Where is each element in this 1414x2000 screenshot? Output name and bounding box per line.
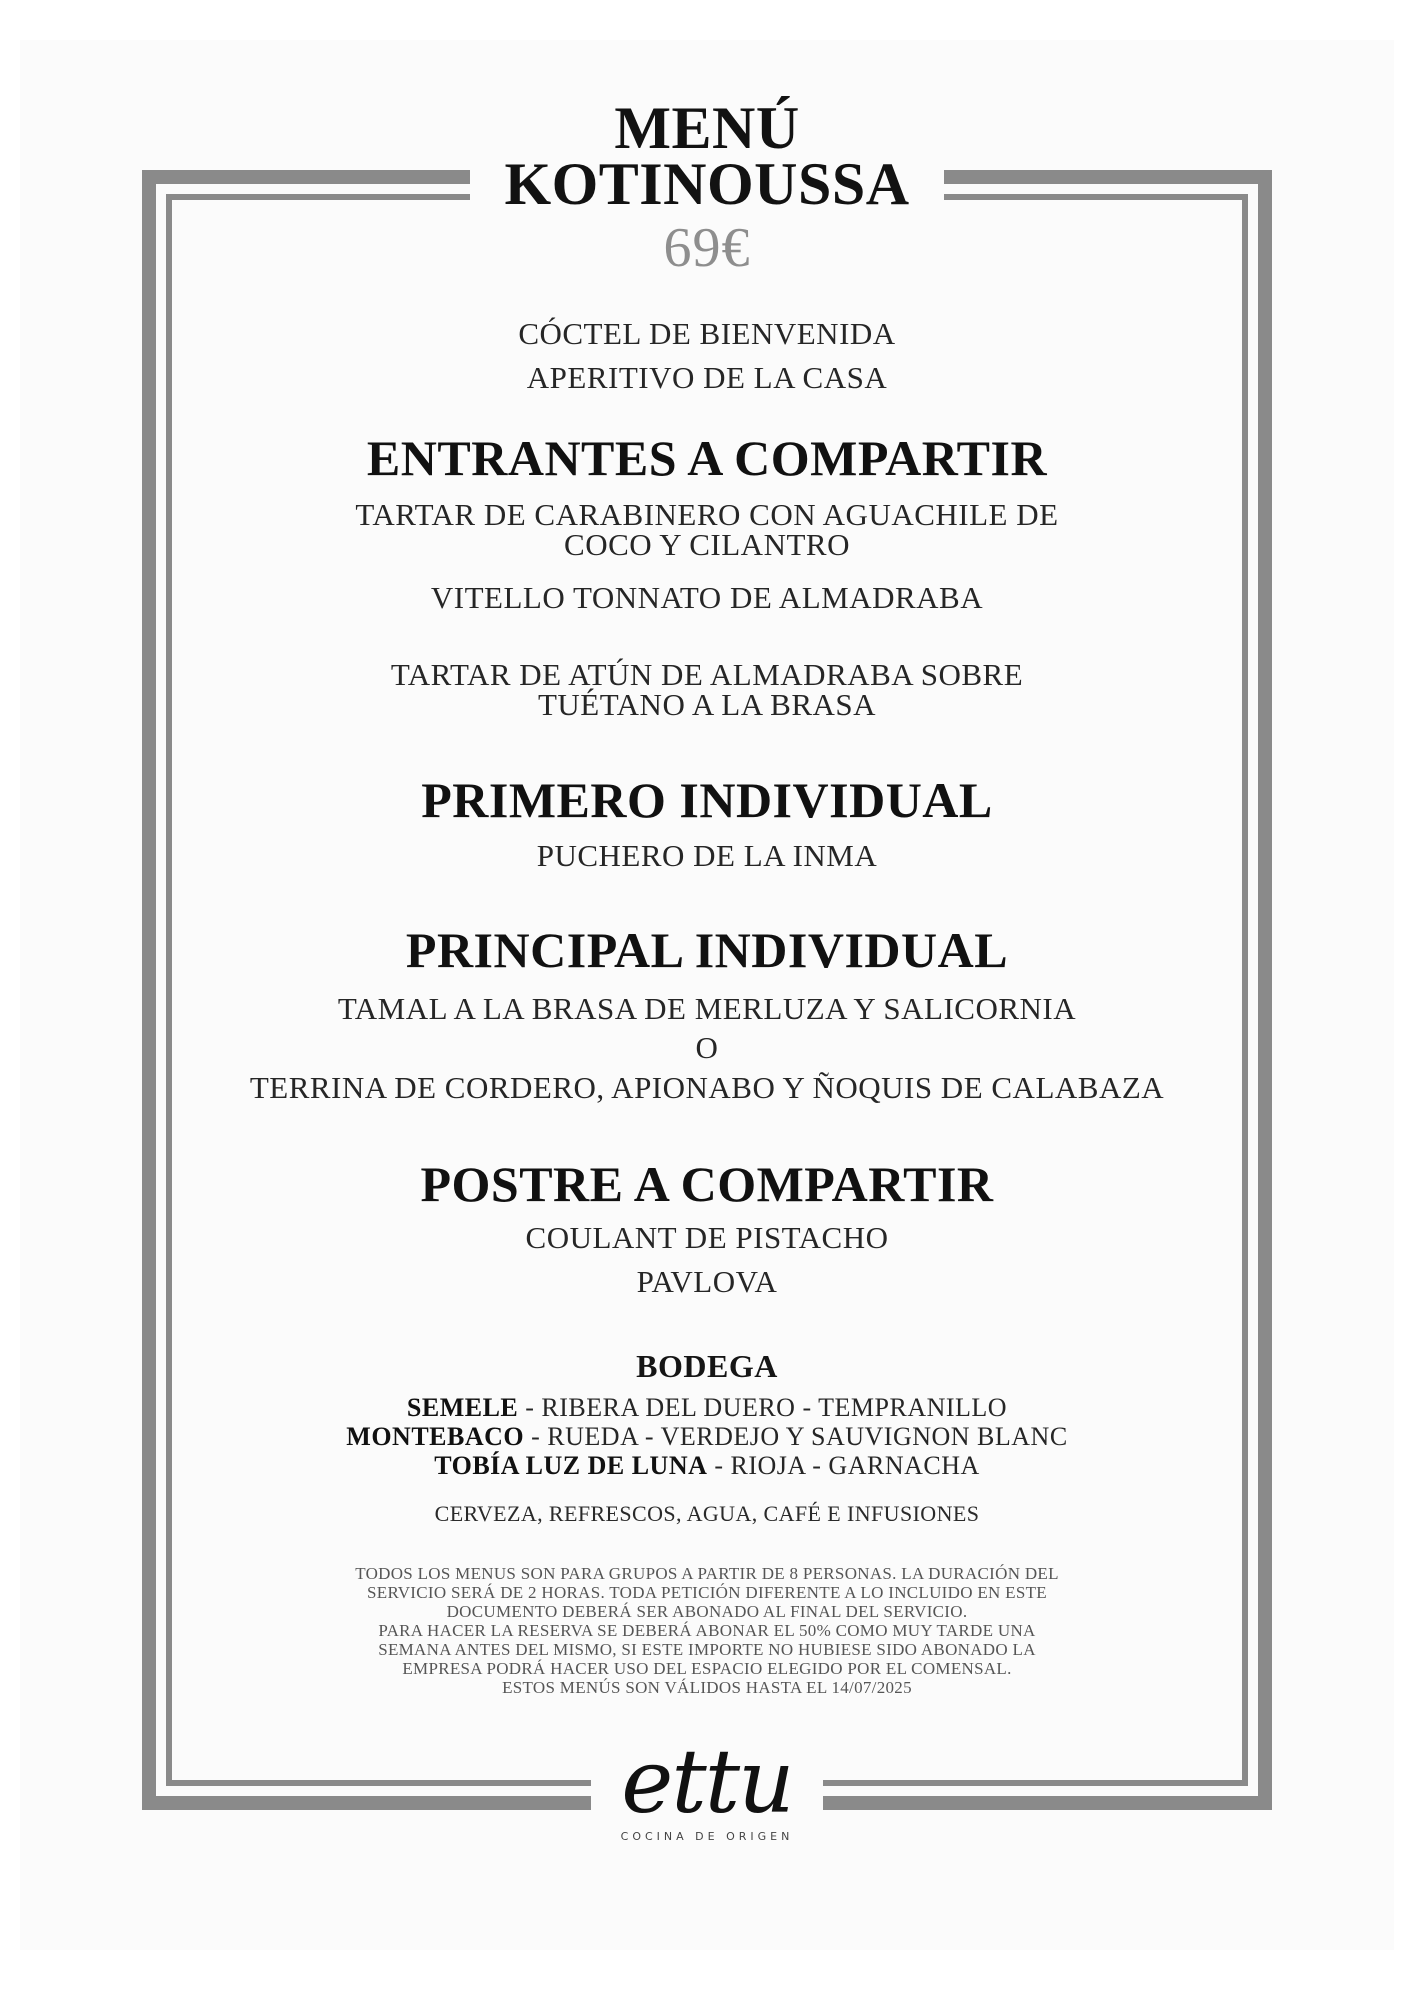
dessert-item: PAVLOVA xyxy=(636,1264,778,1299)
starter-item: VITELLO TONNATO DE ALMADRABA xyxy=(430,580,984,615)
conditions-line: PARA HACER LA RESERVA SE DEBERÁ ABONAR EL 50% COMO MUY TARDE UNA xyxy=(378,1621,1036,1640)
conditions-line: SERVICIO SERÁ DE 2 HORAS. TODA PETICIÓN DIFERENTE A LO INCLUIDO EN ESTE xyxy=(367,1583,1047,1602)
menu-title-block xyxy=(0,95,1414,279)
bodega-heading: BODEGA xyxy=(636,1348,778,1384)
conditions-line: DOCUMENTO DEBERÁ SER ABONADO AL FINAL DEL SERVICIO. xyxy=(446,1602,968,1621)
menu-title-line1: MENÚ xyxy=(614,95,800,161)
dessert-heading: POSTRE A COMPARTIR xyxy=(420,1156,994,1212)
main-course-option: TAMAL A LA BRASA DE MERLUZA Y SALICORNIA xyxy=(337,991,1077,1026)
wine-row xyxy=(200,1451,1214,1480)
bodega-section xyxy=(200,1348,1214,1527)
dessert-item: COULANT DE PISTACHO xyxy=(525,1220,889,1255)
ettu-logo: ettu xyxy=(591,1738,822,1826)
starters-section xyxy=(200,430,1214,720)
drinks-included: CERVEZA, REFRESCOS, AGUA, CAFÉ E INFUSIONES xyxy=(434,1501,980,1526)
main-course-option: TERRINA DE CORDERO, APIONABO Y ÑOQUIS DE CALABAZA xyxy=(249,1070,1165,1105)
wine-row xyxy=(200,1422,1214,1451)
welcome-item: CÓCTEL DE BIENVENIDA xyxy=(518,316,896,351)
menu-price: 69€ xyxy=(663,217,751,279)
conditions-validity: ESTOS MENÚS SON VÁLIDOS HASTA EL 14/07/2025 xyxy=(502,1678,912,1697)
main-course-section xyxy=(200,922,1214,1108)
wine-name: TOBÍA LUZ DE LUNA xyxy=(434,1451,708,1480)
main-course-heading: PRINCIPAL INDIVIDUAL xyxy=(405,922,1009,978)
menu-title-line2: KOTINOUSSA xyxy=(504,151,910,217)
first-course-item: PUCHERO DE LA INMA xyxy=(536,838,878,873)
wine-details: - RUEDA - VERDEJO Y SAUVIGNON BLANC xyxy=(524,1422,1068,1451)
dessert-section xyxy=(200,1156,1214,1298)
welcome-item: APERITIVO DE LA CASA xyxy=(526,360,888,395)
starters-heading: ENTRANTES A COMPARTIR xyxy=(366,430,1048,486)
wine-details: - RIOJA - GARNACHA xyxy=(707,1451,980,1480)
conditions-line: TODOS LOS MENUS SON PARA GRUPOS A PARTIR DE 8 PERSONAS. LA DURACIÓN DEL xyxy=(355,1564,1059,1583)
brand-logo xyxy=(0,1730,1414,1843)
wine-row xyxy=(200,1393,1214,1422)
starter-item: TARTAR DE CARABINERO CON AGUACHILE DE xyxy=(355,497,1059,532)
wine-name: SEMELE xyxy=(406,1393,519,1422)
first-course-heading: PRIMERO INDIVIDUAL xyxy=(421,772,993,828)
first-course-section xyxy=(200,772,1214,872)
starter-item-continued: TUÉTANO A LA BRASA xyxy=(537,687,877,722)
brand-tagline: COCINA DE ORIGEN xyxy=(620,1830,794,1843)
starter-item-continued: COCO Y CILANTRO xyxy=(564,527,850,562)
wine-name: MONTEBACO xyxy=(346,1422,525,1451)
conditions-line: EMPRESA PODRÁ HACER USO DEL ESPACIO ELEGIDO POR EL COMENSAL. xyxy=(402,1659,1012,1678)
main-course-separator: O xyxy=(695,1030,719,1065)
starter-item: TARTAR DE ATÚN DE ALMADRABA SOBRE xyxy=(390,657,1024,692)
conditions-section xyxy=(200,1564,1214,1697)
conditions-line: SEMANA ANTES DEL MISMO, SI ESTE IMPORTE NO HUBIESE SIDO ABONADO LA xyxy=(378,1640,1036,1659)
wine-details: - RIBERA DEL DUERO - TEMPRANILLO xyxy=(518,1393,1008,1422)
welcome-section xyxy=(200,318,1214,394)
